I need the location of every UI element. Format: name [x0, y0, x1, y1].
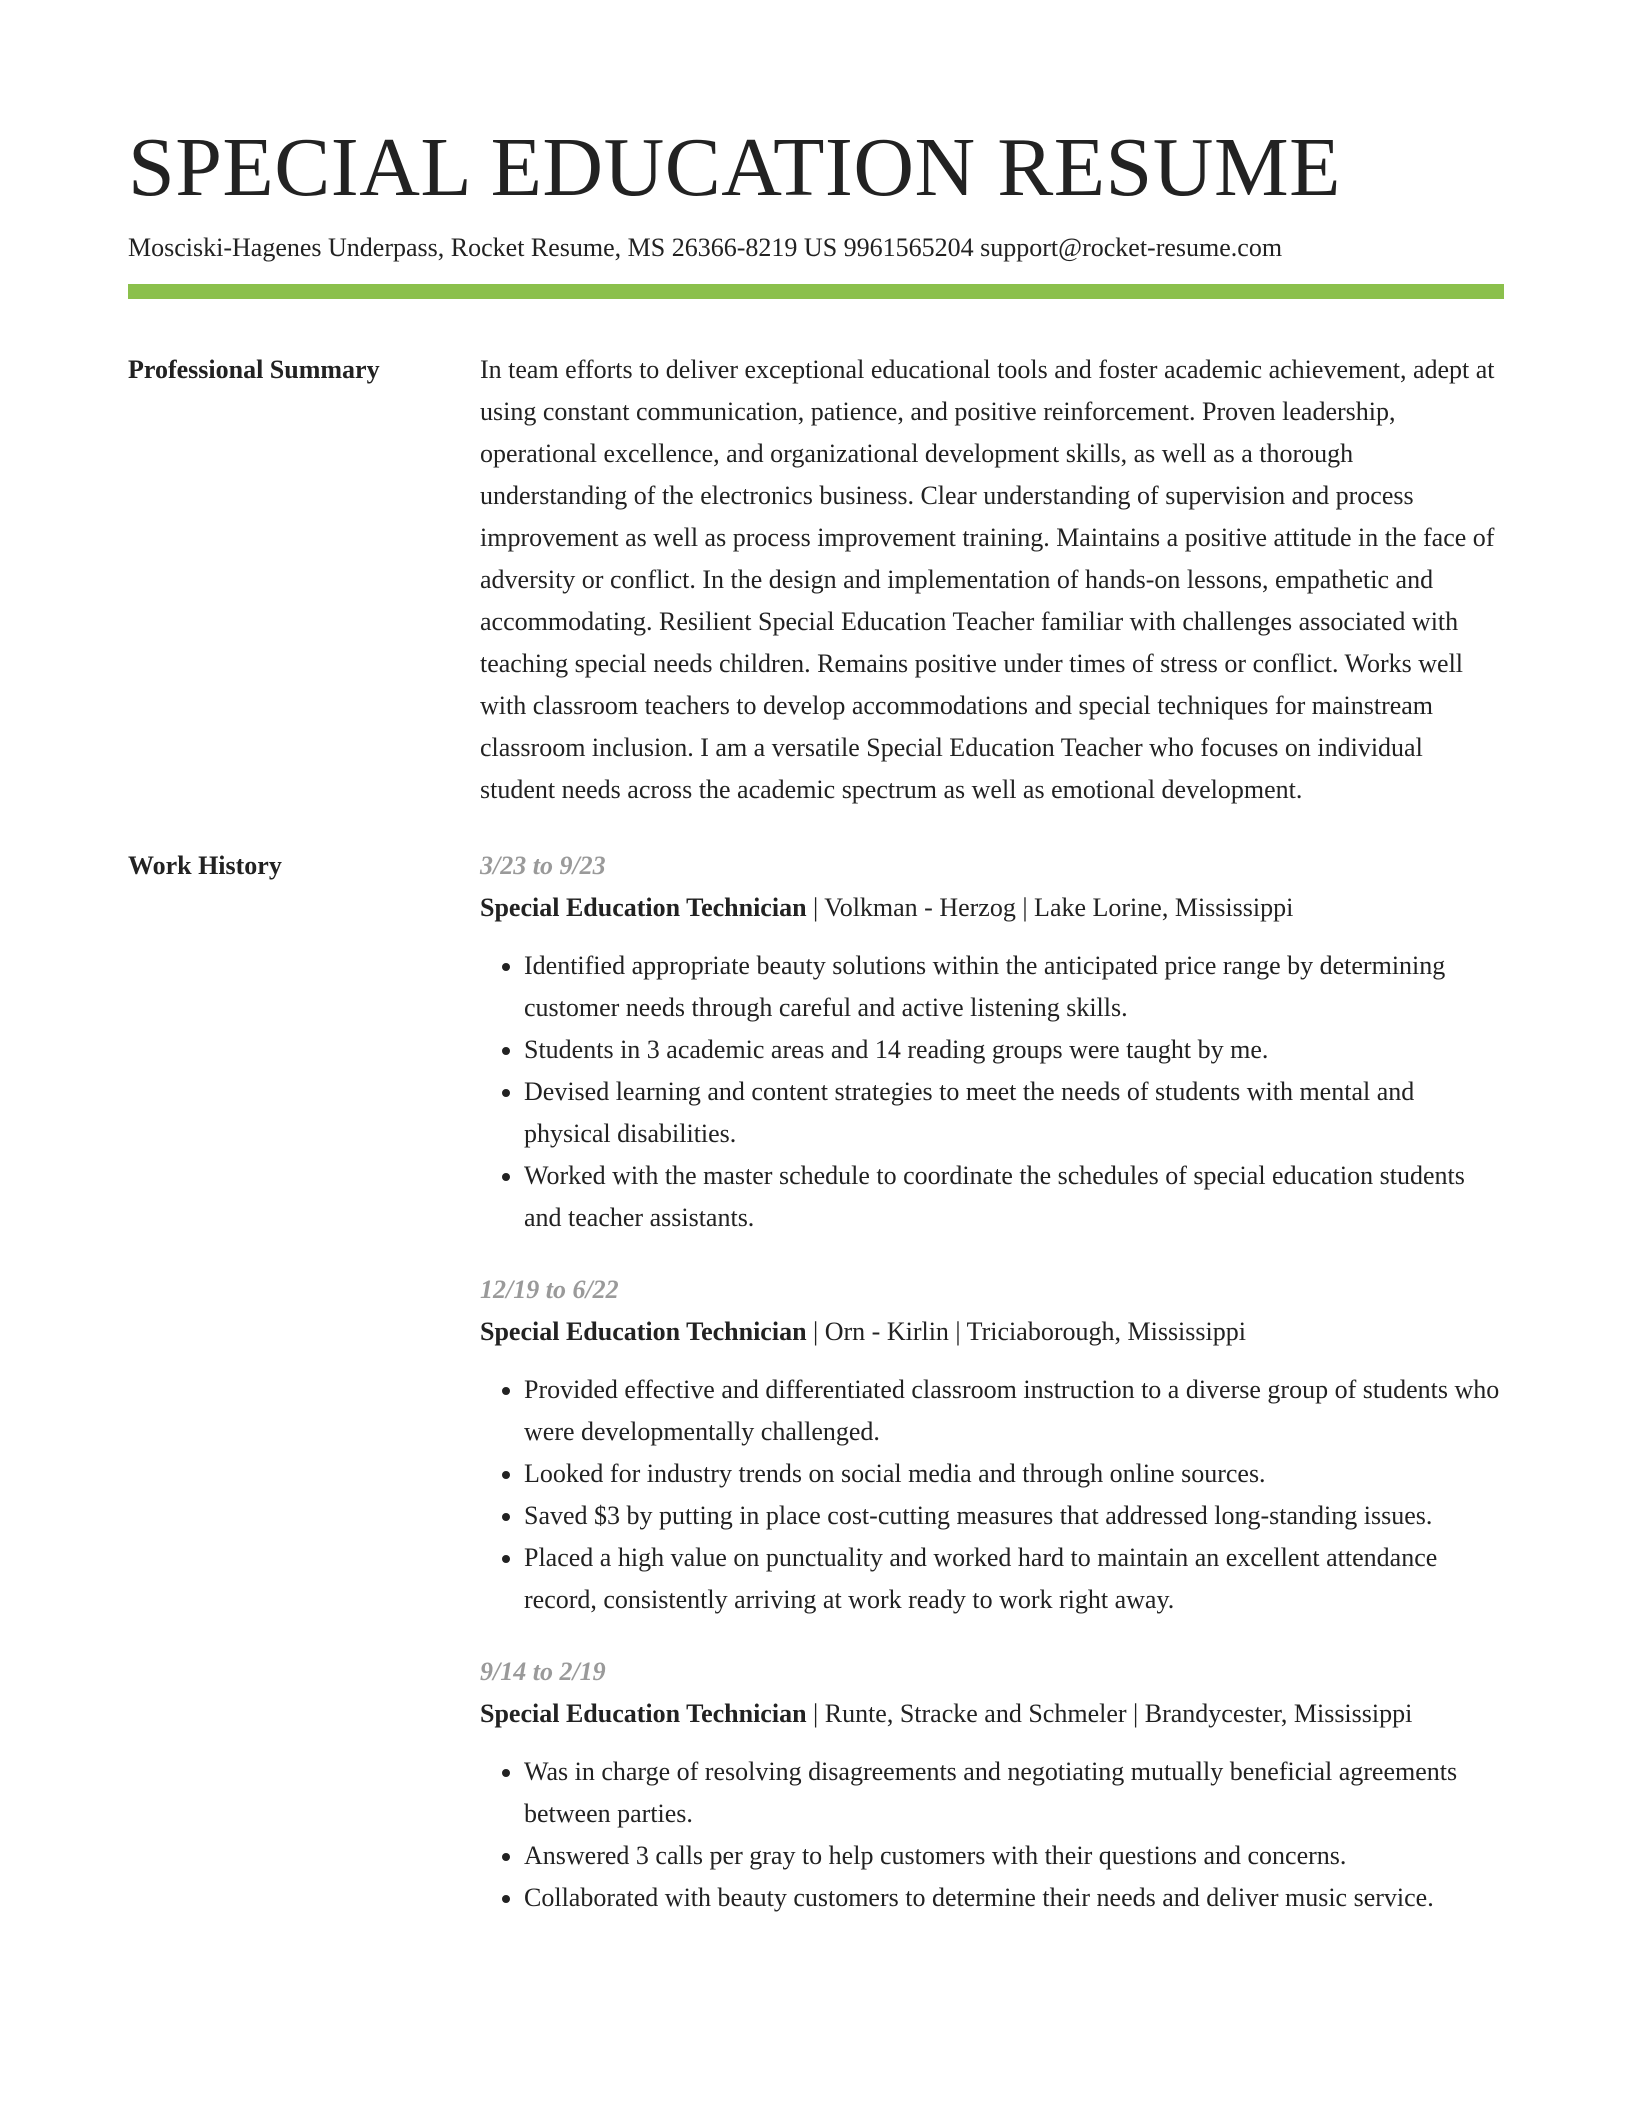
job-bullets	[480, 1369, 1504, 1621]
summary-body	[480, 349, 1504, 811]
professional-summary-section	[128, 349, 1504, 811]
job-title: Special Education Technician	[480, 1317, 807, 1346]
job-entry	[480, 1651, 1504, 1919]
accent-divider	[128, 284, 1504, 299]
job-bullet: • Looked for industry trends on social media and through online sources.	[524, 1453, 1504, 1495]
job-bullet: • Saved $3 by putting in place cost-cutting measures that addressed long-standing issues.	[524, 1495, 1504, 1537]
job-bullets	[480, 1751, 1504, 1919]
summary-text: In team efforts to deliver exceptional educational tools and foster academic achievement, adept at using constant communication, patience, and positive reinforcement. Proven leadership, operational excellence, and organizational development skills, as well as a thorough understanding of the electronics business. Clear understanding of supervision and process improvement as well as process improvement training. Maintains a positive attitude in the face of adversity or conflict. In the design and implementation of hands-on lessons, empathetic and accommodating. Resilient Special Education Teacher familiar with challenges associated with teaching special needs children. Remains positive under times of stress or conflict. Works well with classroom teachers to develop accommodations and special techniques for mainstream classroom inclusion. I am a versatile Special Education Teacher who focuses on individual student needs across the academic spectrum as well as emotional development.	[480, 355, 1495, 804]
job-details: | Runte, Stracke and Schmeler | Brandycester, Mississippi	[806, 1699, 1413, 1728]
work-history-section	[128, 845, 1504, 1949]
job-dates: 3/23 to 9/23	[480, 851, 606, 880]
section-label-summary: Professional Summary	[128, 355, 380, 384]
job-title: Special Education Technician	[480, 893, 807, 922]
section-label-work: Work History	[128, 851, 282, 880]
job-entry	[480, 845, 1504, 1239]
job-bullet: • Placed a high value on punctuality and worked hard to maintain an excellent attendance record, consistently arriving at work ready to work right away.	[524, 1537, 1504, 1621]
job-title: Special Education Technician	[480, 1699, 807, 1728]
job-header	[480, 1311, 1504, 1353]
job-bullet: • Students in 3 academic areas and 14 reading groups were taught by me.	[524, 1029, 1504, 1071]
resume-page	[128, 0, 1504, 1949]
job-bullets	[480, 945, 1504, 1239]
job-header	[480, 1693, 1504, 1735]
job-bullet: • Answered 3 calls per gray to help customers with their questions and concerns.	[524, 1835, 1504, 1877]
job-details: | Volkman - Herzog | Lake Lorine, Mississippi	[806, 893, 1294, 922]
resume-title: SPECIAL EDUCATION RESUME	[128, 121, 1341, 214]
job-bullet: • Worked with the master schedule to coordinate the schedules of special education students and teacher assistants.	[524, 1155, 1504, 1239]
job-bullet: • Provided effective and differentiated classroom instruction to a diverse group of students who were developmentally challenged.	[524, 1369, 1504, 1453]
job-dates: 9/14 to 2/19	[480, 1657, 606, 1686]
contact-line: Mosciski-Hagenes Underpass, Rocket Resume, MS 26366-8219 US 9961565204 support@rocket-resume.com	[128, 233, 1283, 262]
job-dates: 12/19 to 6/22	[480, 1275, 619, 1304]
job-header	[480, 887, 1504, 929]
work-history-body	[480, 845, 1504, 1949]
job-bullet: • Collaborated with beauty customers to determine their needs and deliver music service.	[524, 1877, 1504, 1919]
job-entry	[480, 1269, 1504, 1621]
job-bullet: • Was in charge of resolving disagreements and negotiating mutually beneficial agreements between parties.	[524, 1751, 1504, 1835]
job-bullet: • Devised learning and content strategies to meet the needs of students with mental and physical disabilities.	[524, 1071, 1504, 1155]
job-bullet: • Identified appropriate beauty solutions within the anticipated price range by determining customer needs through careful and active listening skills.	[524, 945, 1504, 1029]
job-details: | Orn - Kirlin | Triciaborough, Mississippi	[806, 1317, 1246, 1346]
